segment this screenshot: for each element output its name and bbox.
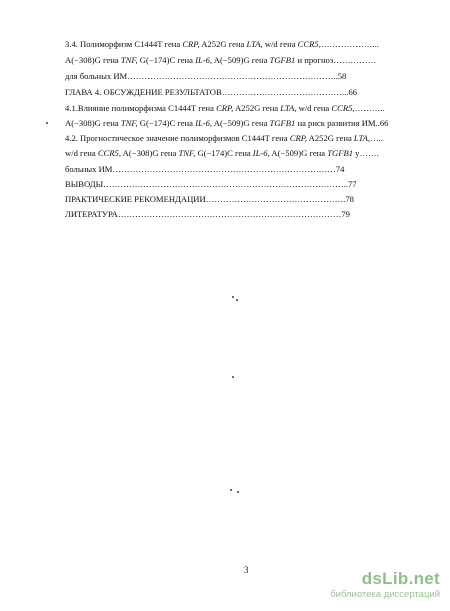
toc-text: A252G гена (199, 39, 247, 49)
gene-name: LTA, (280, 103, 297, 113)
gene-name: CRP, (182, 39, 200, 49)
toc-text: 3.4. Полиморфизм C1444T гена (65, 39, 183, 49)
toc-text: A(−509)G гена (212, 55, 270, 65)
toc-entry-3-4-line-1 (65, 39, 410, 50)
toc-chapter-4: ГЛАВА 4. ОБСУЖДЕНИЕ РЕЗУЛЬТАТОВ……………………………………...66 (65, 87, 358, 97)
toc-entry-3-4-line-3: для больных ИМ………………………………………………………………..58 (65, 71, 347, 81)
toc-text: A(−509)G гена (212, 118, 270, 128)
toc-text: w/d гена (65, 148, 98, 158)
gene-name: TGFB1 (269, 55, 296, 65)
toc-text: A252G гена (233, 103, 281, 113)
toc-literature: ЛИТЕРАТУРА……………………………………………………………………79 (65, 209, 350, 219)
toc-leader: на риск развития ИМ..66 (295, 118, 389, 128)
toc-text: w/d гена (262, 39, 298, 49)
toc-leader: ,………………... (318, 39, 379, 49)
toc-text: A(−308)G гена (65, 55, 121, 65)
scan-speck (232, 296, 234, 298)
toc-text: 4.2. Прогностическое значение полиморфизмов C1444T гена (65, 133, 290, 143)
watermark-subtitle: библиотека диссертаций (330, 589, 440, 600)
toc-text: A252G гена (307, 133, 354, 143)
toc-text: w/d гена (296, 103, 332, 113)
toc-entry-4-2-line-2 (65, 148, 410, 159)
gene-name: TGFB1 (269, 118, 296, 128)
scan-speck (237, 491, 239, 493)
gene-name: TNF, (178, 148, 196, 158)
toc-text: G(−174)C гена (195, 148, 253, 158)
gene-name: IL-6, (195, 55, 213, 65)
gene-name: CCR5 (297, 39, 319, 49)
toc-text: 4.1.Влияние полиморфизма C1444T гена (65, 103, 217, 113)
toc-text: G(−174)C гена (137, 118, 196, 128)
toc-entry-4-2-line-1 (65, 133, 410, 144)
toc-entry-4-1-line-1 (65, 103, 410, 114)
toc-text: A(−509)G гена (269, 148, 328, 158)
gene-name: TNF, (120, 118, 138, 128)
toc-entry-3-4-line-2 (65, 55, 410, 66)
toc-leader: у……. (353, 148, 379, 158)
toc-leader: ,….. (367, 133, 383, 143)
watermark (290, 569, 440, 603)
gene-name: TGFB1 (327, 148, 353, 158)
scan-speck (46, 122, 48, 124)
gene-name: IL-6, (195, 118, 213, 128)
gene-name: CRP, (289, 133, 307, 143)
gene-name: CCR5, (97, 148, 121, 158)
gene-name: CCR5 (331, 103, 353, 113)
scan-speck (230, 489, 232, 491)
gene-name: LTA, (246, 39, 263, 49)
toc-leader: ,……….. (352, 103, 385, 113)
gene-name: LTA (353, 133, 368, 143)
page-number: 3 (244, 565, 249, 575)
toc-entry-4-2-line-3: больных ИМ……………………………………………………………………74 (65, 164, 345, 174)
scan-speck (232, 376, 234, 378)
toc-leader: и прогноз…………… (295, 55, 377, 65)
toc-conclusions: ВЫВОДЫ…………………………………………………………………………..77 (65, 179, 357, 189)
watermark-logo: dsLib.net (361, 569, 440, 588)
toc-text: A(−308)G гена (65, 118, 121, 128)
toc-entry-4-1-line-2 (65, 118, 410, 129)
toc-recommendations: ПРАКТИЧЕСКИЕ РЕКОМЕНДАЦИИ………………………………………….78 (65, 194, 354, 204)
gene-name: IL-6, (252, 148, 270, 158)
toc-text: G(−174)C гена (137, 55, 196, 65)
scan-speck (236, 299, 238, 301)
gene-name: TNF, (120, 55, 138, 65)
gene-name: CRP, (216, 103, 234, 113)
toc-text: A(−308)G гена (121, 148, 179, 158)
